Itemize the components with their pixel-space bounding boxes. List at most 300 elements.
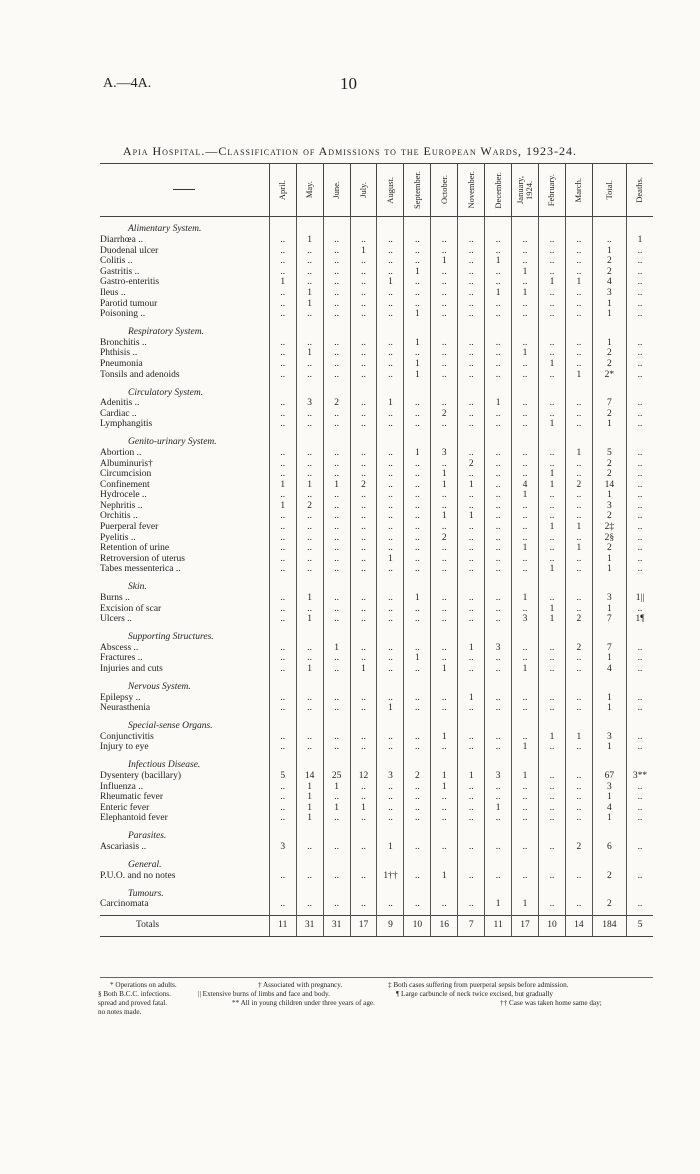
table-cell: .. bbox=[512, 448, 539, 459]
table-cell: 1 bbox=[512, 664, 539, 675]
table-row bbox=[100, 653, 653, 664]
table-cell: .. bbox=[404, 604, 431, 615]
table-row bbox=[100, 543, 653, 554]
table-cell: 1 bbox=[269, 501, 296, 512]
table-cell: 1 bbox=[565, 732, 592, 743]
table-cell: .. bbox=[458, 871, 485, 882]
table-row bbox=[100, 664, 653, 675]
table-cell: 4 bbox=[592, 277, 626, 288]
table-cell: .. bbox=[565, 771, 592, 782]
table-cell: .. bbox=[269, 469, 296, 480]
table-cell: 1 bbox=[565, 277, 592, 288]
table-cell: 1 bbox=[296, 288, 323, 299]
table-cell: 1†† bbox=[377, 871, 404, 882]
table-cell: .. bbox=[269, 564, 296, 575]
table-cell: .. bbox=[512, 803, 539, 814]
empty-cell bbox=[626, 320, 653, 338]
empty-cell bbox=[323, 824, 350, 842]
row-label: Hydrocele .. bbox=[100, 490, 147, 501]
table-cell: .. bbox=[404, 288, 431, 299]
total-cell: 14 bbox=[565, 915, 592, 936]
table-cell: .. bbox=[485, 459, 512, 470]
table-cell: 1 bbox=[323, 782, 350, 793]
table-cell: .. bbox=[269, 693, 296, 704]
table-cell: .. bbox=[565, 693, 592, 704]
table-cell: 1 bbox=[377, 398, 404, 409]
table-cell: .. bbox=[296, 842, 323, 853]
row-label: Dysentery (bacillary) bbox=[100, 770, 181, 781]
table-cell: .. bbox=[269, 299, 296, 310]
table-cell: .. bbox=[323, 693, 350, 704]
total-cell: 31 bbox=[296, 915, 323, 936]
table-cell: .. bbox=[350, 448, 377, 459]
table-cell: .. bbox=[431, 522, 458, 533]
table-cell: .. bbox=[512, 459, 539, 470]
table-cell: .. bbox=[565, 899, 592, 910]
table-cell: .. bbox=[565, 703, 592, 714]
table-cell: 2 bbox=[296, 501, 323, 512]
empty-cell bbox=[512, 753, 539, 771]
table-row bbox=[100, 803, 653, 814]
table-cell: .. bbox=[431, 653, 458, 664]
table-cell: .. bbox=[323, 299, 350, 310]
table-cell: 1 bbox=[296, 299, 323, 310]
empty-cell bbox=[269, 380, 296, 398]
empty-cell bbox=[350, 753, 377, 771]
table-cell: 1 bbox=[458, 511, 485, 522]
table-cell: .. bbox=[404, 469, 431, 480]
table-cell: .. bbox=[404, 398, 431, 409]
table-cell: .. bbox=[565, 501, 592, 512]
table-cell: .. bbox=[565, 246, 592, 257]
total-cell: 10 bbox=[539, 915, 566, 936]
table-cell: 3 bbox=[296, 398, 323, 409]
table-cell: .. bbox=[350, 348, 377, 359]
empty-cell bbox=[404, 430, 431, 448]
table-cell: .. bbox=[269, 398, 296, 409]
table-cell: 2* bbox=[592, 370, 626, 381]
column-header bbox=[404, 164, 431, 217]
table-row bbox=[100, 554, 653, 565]
table-cell: .. bbox=[485, 511, 512, 522]
table-cell: .. bbox=[404, 614, 431, 625]
table-cell: .. bbox=[323, 448, 350, 459]
empty-cell bbox=[269, 824, 296, 842]
table-cell: .. bbox=[458, 842, 485, 853]
row-label: Gastro-enteritis bbox=[100, 277, 160, 288]
table-cell: .. bbox=[377, 309, 404, 320]
table-cell: .. bbox=[512, 813, 539, 824]
table-cell: .. bbox=[512, 871, 539, 882]
table-cell: .. bbox=[565, 348, 592, 359]
empty-cell bbox=[269, 320, 296, 338]
table-cell: 2 bbox=[431, 409, 458, 420]
table-cell: 1 bbox=[296, 348, 323, 359]
empty-cell bbox=[431, 853, 458, 871]
table-cell: .. bbox=[350, 813, 377, 824]
table-cell: 2§ bbox=[592, 533, 626, 544]
table-cell: .. bbox=[539, 409, 566, 420]
empty-cell bbox=[296, 753, 323, 771]
table-cell: .. bbox=[485, 469, 512, 480]
table-cell: .. bbox=[269, 370, 296, 381]
row-label: Confinement bbox=[100, 479, 150, 490]
empty-cell bbox=[485, 675, 512, 693]
table-cell: .. bbox=[458, 554, 485, 565]
table-cell: .. bbox=[431, 299, 458, 310]
table-cell: .. bbox=[512, 338, 539, 349]
table-cell: .. bbox=[626, 256, 653, 267]
table-cell: 3 bbox=[485, 643, 512, 654]
table-cell: 1 bbox=[350, 664, 377, 675]
table-cell: .. bbox=[323, 277, 350, 288]
table-row bbox=[100, 792, 653, 803]
table-cell: .. bbox=[404, 871, 431, 882]
table-cell: .. bbox=[485, 593, 512, 604]
table-cell: 1 bbox=[539, 604, 566, 615]
table-cell: .. bbox=[539, 348, 566, 359]
table-cell: .. bbox=[626, 664, 653, 675]
footnote: ¶ Large carbuncle of neck twice excised, but gradually bbox=[396, 990, 553, 998]
table-cell: .. bbox=[296, 693, 323, 704]
column-header bbox=[323, 164, 350, 217]
table-cell: 1 bbox=[592, 653, 626, 664]
table-cell: .. bbox=[458, 299, 485, 310]
table-cell: .. bbox=[323, 469, 350, 480]
table-cell: 1 bbox=[377, 554, 404, 565]
table-cell: .. bbox=[565, 813, 592, 824]
total-cell: 17 bbox=[512, 915, 539, 936]
empty-cell bbox=[269, 430, 296, 448]
table-row bbox=[100, 409, 653, 420]
section-heading-row bbox=[100, 217, 653, 236]
table-cell: .. bbox=[377, 480, 404, 491]
table-row bbox=[100, 511, 653, 522]
table-cell: .. bbox=[431, 398, 458, 409]
footnote: no notes made. bbox=[98, 1008, 142, 1016]
table-cell: .. bbox=[539, 501, 566, 512]
table-cell: 1 bbox=[296, 664, 323, 675]
empty-cell bbox=[404, 714, 431, 732]
table-cell: .. bbox=[485, 370, 512, 381]
table-cell: .. bbox=[323, 235, 350, 246]
table-cell: .. bbox=[377, 469, 404, 480]
table-cell: .. bbox=[377, 782, 404, 793]
table-cell: 1 bbox=[512, 899, 539, 910]
table-cell: 2 bbox=[592, 899, 626, 910]
table-cell: .. bbox=[377, 256, 404, 267]
table-cell: .. bbox=[404, 732, 431, 743]
empty-cell bbox=[377, 320, 404, 338]
table-cell: .. bbox=[404, 348, 431, 359]
empty-cell bbox=[377, 753, 404, 771]
table-cell: .. bbox=[539, 398, 566, 409]
table-cell: .. bbox=[350, 703, 377, 714]
admissions-table bbox=[100, 163, 653, 937]
empty-cell bbox=[458, 824, 485, 842]
column-header bbox=[458, 164, 485, 217]
empty-cell bbox=[323, 881, 350, 899]
empty-cell bbox=[350, 881, 377, 899]
table-cell: .. bbox=[350, 693, 377, 704]
empty-cell bbox=[296, 675, 323, 693]
table-cell: .. bbox=[350, 490, 377, 501]
table-cell: .. bbox=[323, 604, 350, 615]
table-cell: .. bbox=[269, 593, 296, 604]
table-cell: .. bbox=[458, 448, 485, 459]
table-cell: .. bbox=[458, 398, 485, 409]
table-cell: .. bbox=[377, 593, 404, 604]
table-cell: .. bbox=[377, 813, 404, 824]
table-cell: .. bbox=[296, 359, 323, 370]
table-cell: .. bbox=[350, 511, 377, 522]
table-cell: .. bbox=[512, 501, 539, 512]
empty-cell bbox=[539, 217, 566, 236]
table-cell: .. bbox=[323, 338, 350, 349]
table-cell: .. bbox=[626, 398, 653, 409]
table-cell: .. bbox=[296, 554, 323, 565]
table-cell: .. bbox=[565, 564, 592, 575]
table-cell: 2 bbox=[565, 643, 592, 654]
table-cell: .. bbox=[512, 554, 539, 565]
table-cell: .. bbox=[512, 533, 539, 544]
table-cell: .. bbox=[485, 792, 512, 803]
section-heading: Respiratory System. bbox=[128, 327, 204, 338]
empty-cell bbox=[296, 430, 323, 448]
table-cell: .. bbox=[323, 309, 350, 320]
table-cell: .. bbox=[626, 742, 653, 753]
table-cell: .. bbox=[296, 256, 323, 267]
empty-cell bbox=[512, 575, 539, 593]
table-cell: .. bbox=[350, 533, 377, 544]
table-cell: .. bbox=[431, 614, 458, 625]
table-cell: .. bbox=[323, 899, 350, 910]
table-cell: .. bbox=[539, 653, 566, 664]
table-cell: .. bbox=[431, 792, 458, 803]
table-cell: .. bbox=[269, 664, 296, 675]
table-row bbox=[100, 614, 653, 625]
table-cell: .. bbox=[512, 643, 539, 654]
table-cell: 2 bbox=[404, 771, 431, 782]
total-cell: 11 bbox=[485, 915, 512, 936]
row-label: Fractures .. bbox=[100, 653, 143, 664]
empty-cell bbox=[485, 380, 512, 398]
table-cell: .. bbox=[404, 246, 431, 257]
table-cell: .. bbox=[431, 693, 458, 704]
table-cell: .. bbox=[323, 564, 350, 575]
table-cell: .. bbox=[431, 813, 458, 824]
empty-cell bbox=[431, 714, 458, 732]
table-cell: .. bbox=[485, 693, 512, 704]
table-cell: .. bbox=[269, 256, 296, 267]
table-cell: .. bbox=[269, 359, 296, 370]
table-cell: 1 bbox=[296, 813, 323, 824]
table-cell: .. bbox=[431, 490, 458, 501]
table-cell: .. bbox=[539, 643, 566, 654]
empty-cell bbox=[296, 625, 323, 643]
table-cell: 1 bbox=[485, 288, 512, 299]
empty-cell bbox=[539, 881, 566, 899]
table-cell: .. bbox=[626, 490, 653, 501]
table-cell: .. bbox=[323, 267, 350, 278]
empty-cell bbox=[458, 853, 485, 871]
section-heading: Alimentary System. bbox=[128, 224, 202, 235]
empty-cell bbox=[592, 881, 626, 899]
table-cell: 2 bbox=[592, 359, 626, 370]
empty-cell bbox=[350, 217, 377, 236]
table-cell: .. bbox=[539, 511, 566, 522]
table-cell: 1 bbox=[404, 359, 431, 370]
table-cell: 3 bbox=[377, 771, 404, 782]
table-cell: .. bbox=[458, 309, 485, 320]
table-cell: .. bbox=[350, 398, 377, 409]
empty-cell bbox=[626, 575, 653, 593]
table-cell: .. bbox=[377, 348, 404, 359]
table-cell: .. bbox=[404, 703, 431, 714]
table-cell: 1 bbox=[539, 359, 566, 370]
table-cell: .. bbox=[377, 448, 404, 459]
total-cell: 16 bbox=[431, 915, 458, 936]
empty-cell bbox=[565, 881, 592, 899]
table-cell: 1 bbox=[323, 643, 350, 654]
table-cell: .. bbox=[626, 693, 653, 704]
column-header bbox=[592, 164, 626, 217]
table-cell: .. bbox=[626, 732, 653, 743]
total-cell: 10 bbox=[404, 915, 431, 936]
table-cell: .. bbox=[377, 490, 404, 501]
empty-cell bbox=[350, 853, 377, 871]
row-label: Pyelitis .. bbox=[100, 532, 136, 543]
table-cell: 1 bbox=[458, 480, 485, 491]
table-cell: .. bbox=[565, 533, 592, 544]
table-cell: .. bbox=[269, 522, 296, 533]
table-row bbox=[100, 277, 653, 288]
table-cell: .. bbox=[539, 288, 566, 299]
table-cell: 1 bbox=[323, 803, 350, 814]
table-cell: .. bbox=[296, 459, 323, 470]
empty-cell bbox=[458, 753, 485, 771]
table-cell: .. bbox=[565, 459, 592, 470]
table-row bbox=[100, 703, 653, 714]
empty-cell bbox=[512, 675, 539, 693]
table-cell: 2 bbox=[458, 459, 485, 470]
empty-cell bbox=[458, 881, 485, 899]
table-cell: .. bbox=[485, 614, 512, 625]
table-cell: 3 bbox=[592, 501, 626, 512]
table-cell: 5 bbox=[269, 771, 296, 782]
empty-cell bbox=[592, 714, 626, 732]
table-cell: .. bbox=[512, 398, 539, 409]
table-cell: .. bbox=[485, 299, 512, 310]
empty-cell bbox=[350, 824, 377, 842]
empty-cell bbox=[592, 753, 626, 771]
table-cell: .. bbox=[404, 899, 431, 910]
table-cell: .. bbox=[350, 359, 377, 370]
table-cell: .. bbox=[296, 703, 323, 714]
column-header-label: Total. bbox=[603, 180, 614, 200]
table-cell: .. bbox=[350, 732, 377, 743]
empty-cell bbox=[323, 625, 350, 643]
table-row bbox=[100, 742, 653, 753]
table-cell: .. bbox=[485, 448, 512, 459]
row-label: Injury to eye bbox=[100, 742, 149, 753]
table-cell: .. bbox=[565, 871, 592, 882]
row-label: Orchitis .. bbox=[100, 511, 138, 522]
table-row bbox=[100, 871, 653, 882]
table-row bbox=[100, 564, 653, 575]
table-cell: .. bbox=[377, 409, 404, 420]
empty-cell bbox=[485, 575, 512, 593]
row-label: Duodenal ulcer bbox=[100, 245, 159, 256]
table-cell: .. bbox=[269, 703, 296, 714]
table-cell: 1 bbox=[512, 593, 539, 604]
table-cell: .. bbox=[404, 693, 431, 704]
table-row bbox=[100, 398, 653, 409]
table-cell: .. bbox=[323, 522, 350, 533]
empty-cell bbox=[431, 753, 458, 771]
empty-cell bbox=[512, 625, 539, 643]
table-cell: .. bbox=[512, 653, 539, 664]
table-cell: .. bbox=[485, 267, 512, 278]
table-cell: .. bbox=[626, 511, 653, 522]
table-cell: 2 bbox=[350, 480, 377, 491]
table-cell: .. bbox=[458, 267, 485, 278]
empty-cell bbox=[626, 217, 653, 236]
row-label: Nephritis .. bbox=[100, 500, 143, 511]
table-row bbox=[100, 469, 653, 480]
table-cell: .. bbox=[269, 732, 296, 743]
footnote: || Extensive burns of limbs and face and body. bbox=[198, 990, 330, 998]
empty-cell bbox=[350, 320, 377, 338]
table-cell: .. bbox=[626, 653, 653, 664]
section-heading-row bbox=[100, 881, 653, 899]
table-cell: 1 bbox=[592, 693, 626, 704]
empty-cell bbox=[539, 714, 566, 732]
table-cell: .. bbox=[458, 469, 485, 480]
table-cell: .. bbox=[350, 604, 377, 615]
table-cell: 14 bbox=[296, 771, 323, 782]
total-cell: 11 bbox=[269, 915, 296, 936]
table-cell: 2 bbox=[431, 533, 458, 544]
empty-cell bbox=[565, 853, 592, 871]
empty-cell bbox=[377, 380, 404, 398]
table-cell: .. bbox=[458, 256, 485, 267]
table-cell: .. bbox=[296, 543, 323, 554]
table-cell: .. bbox=[539, 813, 566, 824]
table-cell: .. bbox=[296, 469, 323, 480]
table-cell: .. bbox=[512, 299, 539, 310]
total-cell: 9 bbox=[377, 915, 404, 936]
table-cell: .. bbox=[565, 299, 592, 310]
table-cell: .. bbox=[350, 543, 377, 554]
table-row bbox=[100, 309, 653, 320]
table-cell: .. bbox=[296, 267, 323, 278]
empty-cell bbox=[404, 380, 431, 398]
row-label: Ascariasis .. bbox=[100, 841, 147, 852]
table-cell: .. bbox=[296, 370, 323, 381]
table-cell: 1 bbox=[404, 593, 431, 604]
table-cell: .. bbox=[296, 246, 323, 257]
table-cell: .. bbox=[404, 511, 431, 522]
table-cell: .. bbox=[458, 664, 485, 675]
table-cell: .. bbox=[539, 782, 566, 793]
table-cell: .. bbox=[350, 842, 377, 853]
table-cell: .. bbox=[626, 604, 653, 615]
table-cell: .. bbox=[296, 871, 323, 882]
table-cell: .. bbox=[431, 235, 458, 246]
empty-cell bbox=[296, 714, 323, 732]
section-heading: Supporting Structures. bbox=[128, 632, 214, 643]
